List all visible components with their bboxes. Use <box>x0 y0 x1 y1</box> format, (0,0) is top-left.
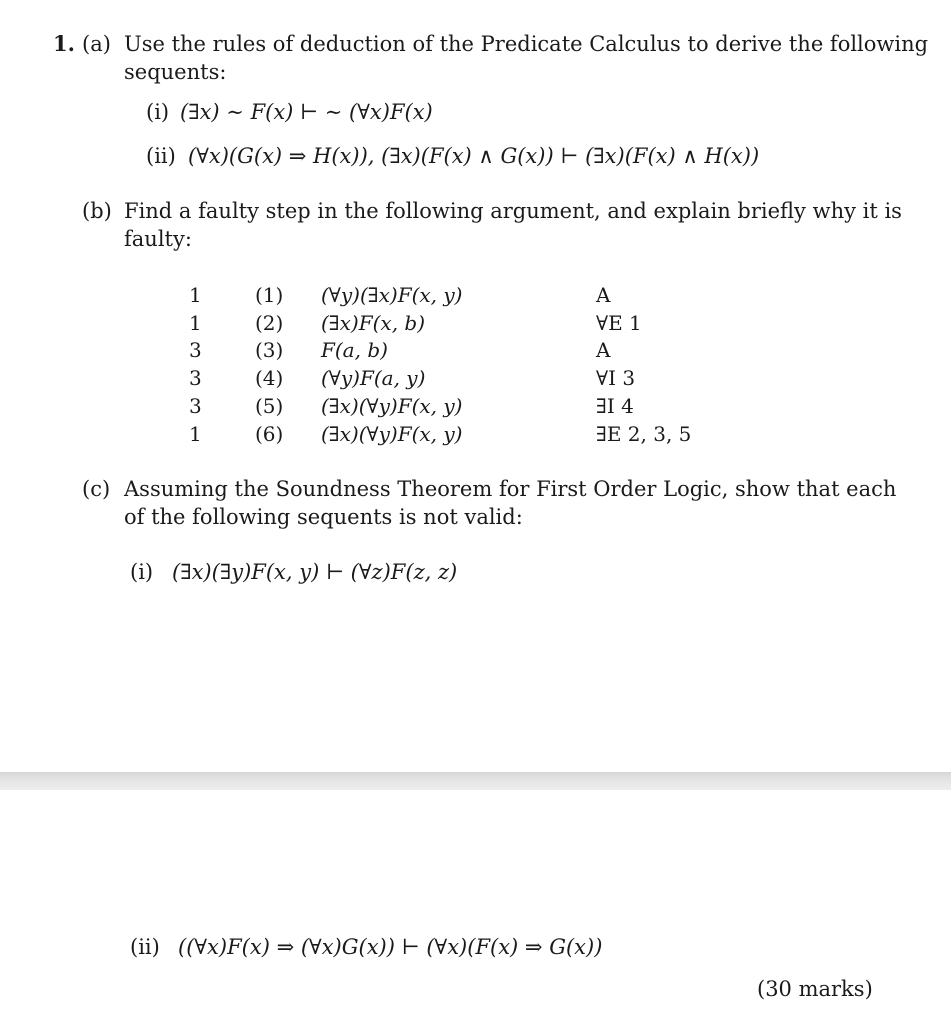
proof-deps: 1 <box>189 422 202 446</box>
part-c-intro-line2: of the following sequents is not valid: <box>124 505 523 529</box>
part-c-item-i-label: (i) <box>130 560 154 584</box>
question-number: 1. <box>53 31 75 56</box>
proof-formula: (∀y)(∃x)F(x, y) <box>321 283 463 307</box>
part-b-label: (b) <box>82 199 112 223</box>
part-a-intro-line1: Use the rules of deduction of the Predicate Calculus to derive the following <box>124 32 929 56</box>
proof-line-number: (5) <box>255 394 284 418</box>
proof-deps: 1 <box>189 311 202 335</box>
proof-rule: A <box>596 283 611 307</box>
proof-formula: (∀y)F(a, y) <box>321 366 426 390</box>
proof-rule: ∀I 3 <box>596 366 636 390</box>
proof-deps: 3 <box>189 338 202 362</box>
proof-formula: (∃x)(∀y)F(x, y) <box>321 394 463 418</box>
proof-rule: ∃E 2, 3, 5 <box>596 422 692 446</box>
proof-rule: ∃I 4 <box>596 394 634 418</box>
part-a-item-ii-label: (ii) <box>146 144 176 168</box>
marks-label: (30 marks) <box>757 977 873 1001</box>
proof-line-number: (3) <box>255 338 284 362</box>
page-separator <box>0 772 951 790</box>
proof-deps: 1 <box>189 283 202 307</box>
part-a-item-ii-sequent: (∀x)(G(x) ⇒ H(x)), (∃x)(F(x) ∧ G(x)) ⊢ (∃x)(F(x) ∧ H(x)) <box>188 144 760 168</box>
part-c-item-ii-sequent: ((∀x)F(x) ⇒ (∀x)G(x)) ⊢ (∀x)(F(x) ⇒ G(x)) <box>178 935 603 959</box>
proof-line-number: (1) <box>255 283 284 307</box>
proof-formula: (∃x)(∀y)F(x, y) <box>321 422 463 446</box>
part-c-item-ii-label: (ii) <box>130 935 160 959</box>
proof-formula: (∃x)F(x, b) <box>321 311 426 335</box>
proof-formula: F(a, b) <box>321 338 388 362</box>
proof-line-number: (2) <box>255 311 284 335</box>
proof-rule: ∀E 1 <box>596 311 642 335</box>
proof-line-number: (4) <box>255 366 284 390</box>
part-c-intro-line1: Assuming the Soundness Theorem for First Order Logic, show that each <box>124 477 897 501</box>
part-a-item-i-sequent: (∃x) ∼ F(x) ⊢ ∼ (∀x)F(x) <box>180 100 433 124</box>
part-c-item-i-sequent: (∃x)(∃y)F(x, y) ⊢ (∀z)F(z, z) <box>172 560 458 584</box>
part-a-item-i-label: (i) <box>146 100 170 124</box>
part-b-intro-line1: Find a faulty step in the following argument, and explain briefly why it is <box>124 199 902 223</box>
part-a-intro-line2: sequents: <box>124 60 227 84</box>
proof-line-number: (6) <box>255 422 284 446</box>
part-b-intro-line2: faulty: <box>124 227 192 251</box>
proof-deps: 3 <box>189 394 202 418</box>
proof-deps: 3 <box>189 366 202 390</box>
proof-rule: A <box>596 338 611 362</box>
part-a-label: (a) <box>82 32 111 56</box>
part-c-label: (c) <box>82 477 111 501</box>
